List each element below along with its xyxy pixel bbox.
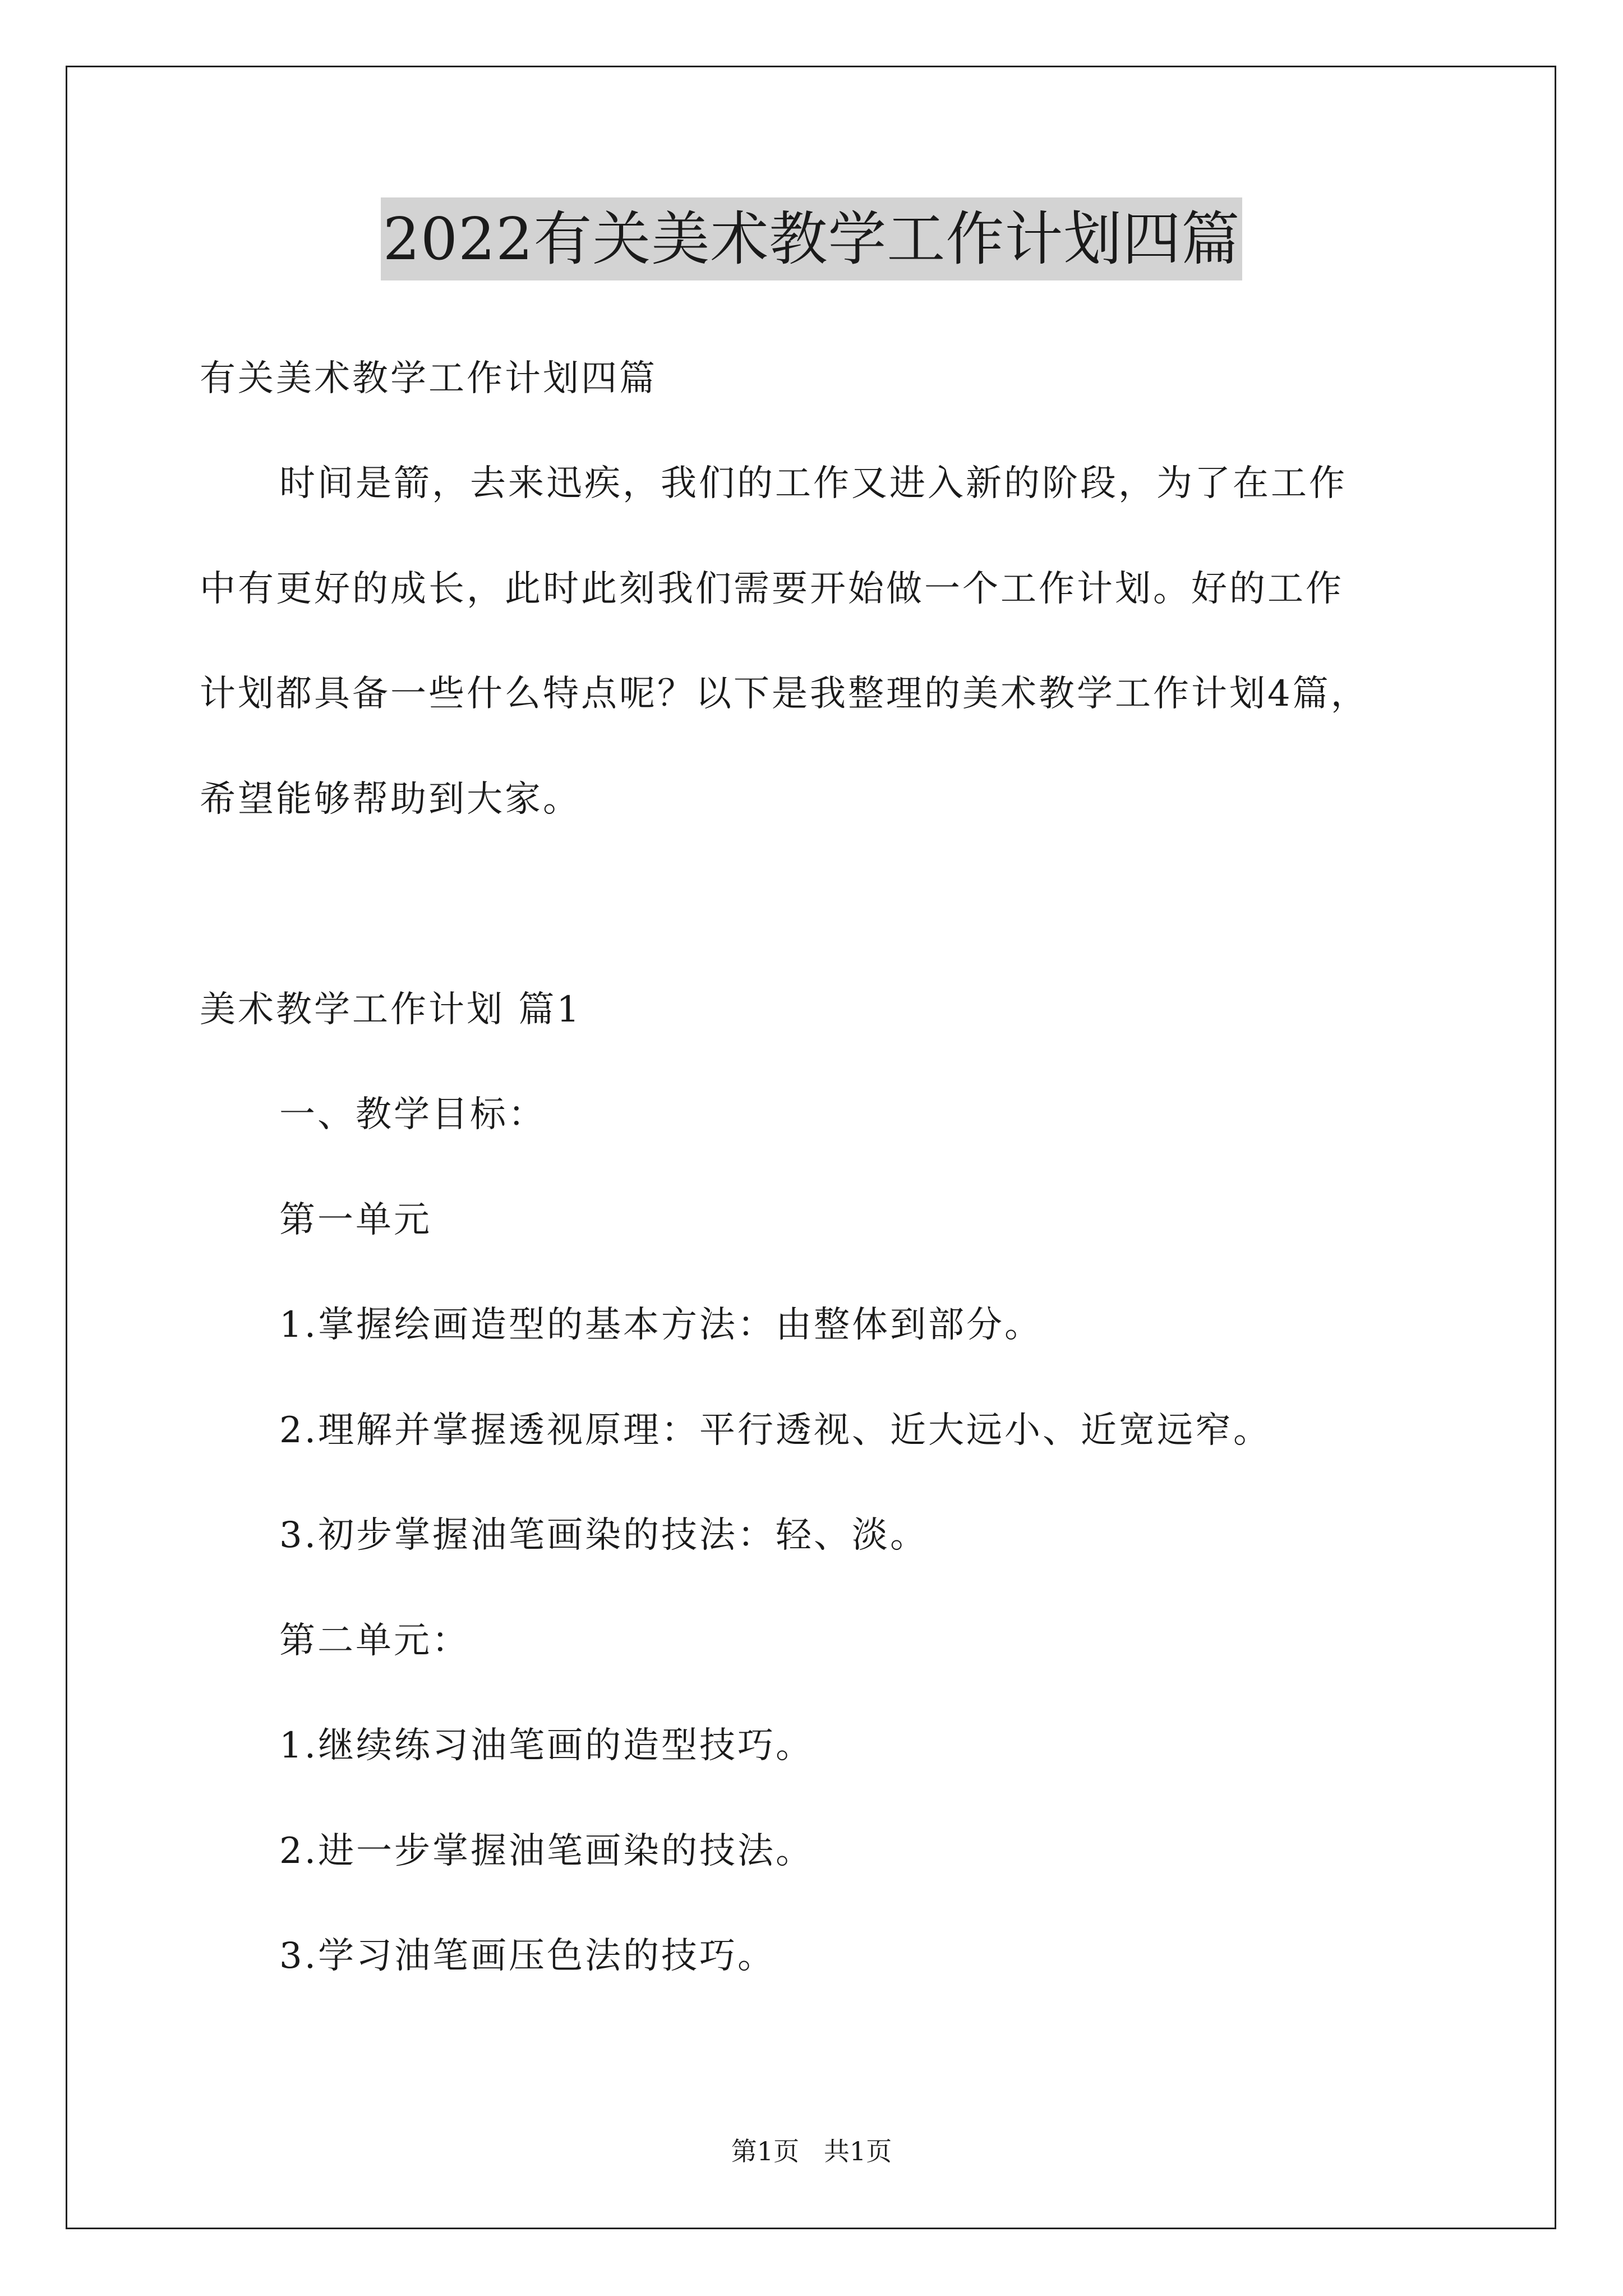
section-line-9: 3.学习油笔画压色法的技巧。 xyxy=(279,1935,776,1977)
section-line-7: 1.继续练习油笔画的造型技巧。 xyxy=(279,1725,814,1766)
section-line-5: 3.初步掌握油笔画染的技法：轻、淡。 xyxy=(279,1515,929,1556)
section-heading: 美术教学工作计划 篇1 xyxy=(200,989,582,1030)
section-line-2: 第一单元 xyxy=(279,1199,432,1241)
intro-line-3: 计划都具备一些什么特点呢？以下是我整理的美术教学工作计划4篇， xyxy=(200,673,1369,715)
intro-line-2: 中有更好的成长，此时此刻我们需要开始做一个工作计划。好的工作 xyxy=(200,568,1344,610)
section-line-8: 2.进一步掌握油笔画染的技法。 xyxy=(279,1830,814,1872)
section-line-3: 1.掌握绘画造型的基本方法：由整体到部分。 xyxy=(279,1304,1043,1346)
document-subtitle: 有关美术教学工作计划四篇 xyxy=(200,358,657,399)
section-line-1: 一、教学目标： xyxy=(279,1094,546,1135)
intro-line-4: 希望能够帮助到大家。 xyxy=(200,779,581,820)
section-line-6: 第二单元： xyxy=(279,1620,470,1662)
section-line-4: 2.理解并掌握透视原理：平行透视、近大远小、近宽远窄。 xyxy=(279,1410,1272,1451)
intro-line-1: 时间是箭，去来迅疾，我们的工作又进入新的阶段，为了在工作 xyxy=(279,463,1347,504)
document-title xyxy=(0,197,1623,280)
page-footer: 第1页 共1页 xyxy=(731,2136,892,2166)
document-title-text: 2022有关美术教学工作计划四篇 xyxy=(381,197,1243,280)
